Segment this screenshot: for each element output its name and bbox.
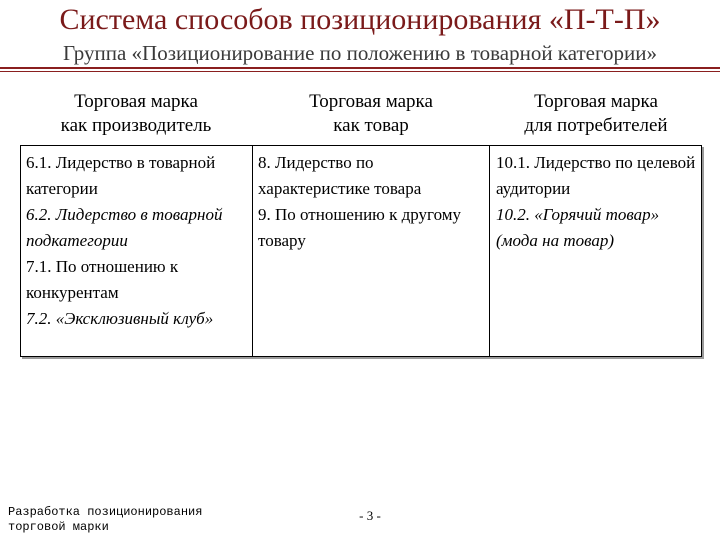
table-cell-producer [26,150,248,332]
item-number: 7.2. [26,309,52,328]
list-item [26,306,248,332]
item-text: Лидерство по характеристике товара [258,153,422,198]
item-text: «Горячий товар» (мода на товар) [496,205,660,250]
table-cell-consumer [496,150,696,254]
list-item [258,150,486,202]
column-header-line: как производитель [60,115,212,136]
item-number: 7.1. [26,257,52,276]
item-number: 8. [258,153,271,172]
list-item [496,202,696,254]
item-text: По отношению к конкурентам [26,257,179,302]
title-rule-thick [0,67,720,69]
item-number: 6.1. [26,153,52,172]
item-number: 9. [258,205,271,224]
slide-title: Система способов позиционирования «П-Т-П» [59,3,661,36]
slide-subtitle: Группа «Позиционирование по положению в товарной категории» [62,41,658,65]
item-text: «Эксклюзивный клуб» [51,309,214,328]
item-number: 10.1. [496,153,530,172]
table-divider [252,145,253,357]
title-rule-thin [0,71,720,72]
column-header-line: Торговая марка [534,91,658,112]
item-number: 10.2. [496,205,530,224]
table-cell-product [258,150,486,254]
item-text: По отношению к другому товару [258,205,462,250]
column-header-line: Торговая марка [309,91,433,112]
footer-caption [8,505,202,535]
footer-line: Разработка позиционирования [8,505,203,519]
list-item [496,150,696,202]
item-text: Лидерство в товарной подкатегории [26,205,223,250]
page-number: - 3 - [359,508,381,523]
item-text: Лидерство по целевой аудитории [496,153,696,198]
list-item [26,202,248,254]
table-divider [489,145,490,357]
list-item [258,202,486,254]
column-header-consumer [490,90,702,140]
column-header-line: для потребителей [524,115,668,136]
footer-line: торговой марки [8,520,109,534]
list-item [26,150,248,202]
column-header-line: как товар [333,115,409,136]
item-number: 6.2. [26,205,52,224]
list-item [26,254,248,306]
column-header-producer [20,90,252,140]
column-header-product [253,90,489,140]
item-text: Лидерство в товарной категории [26,153,216,198]
column-header-line: Торговая марка [74,91,198,112]
